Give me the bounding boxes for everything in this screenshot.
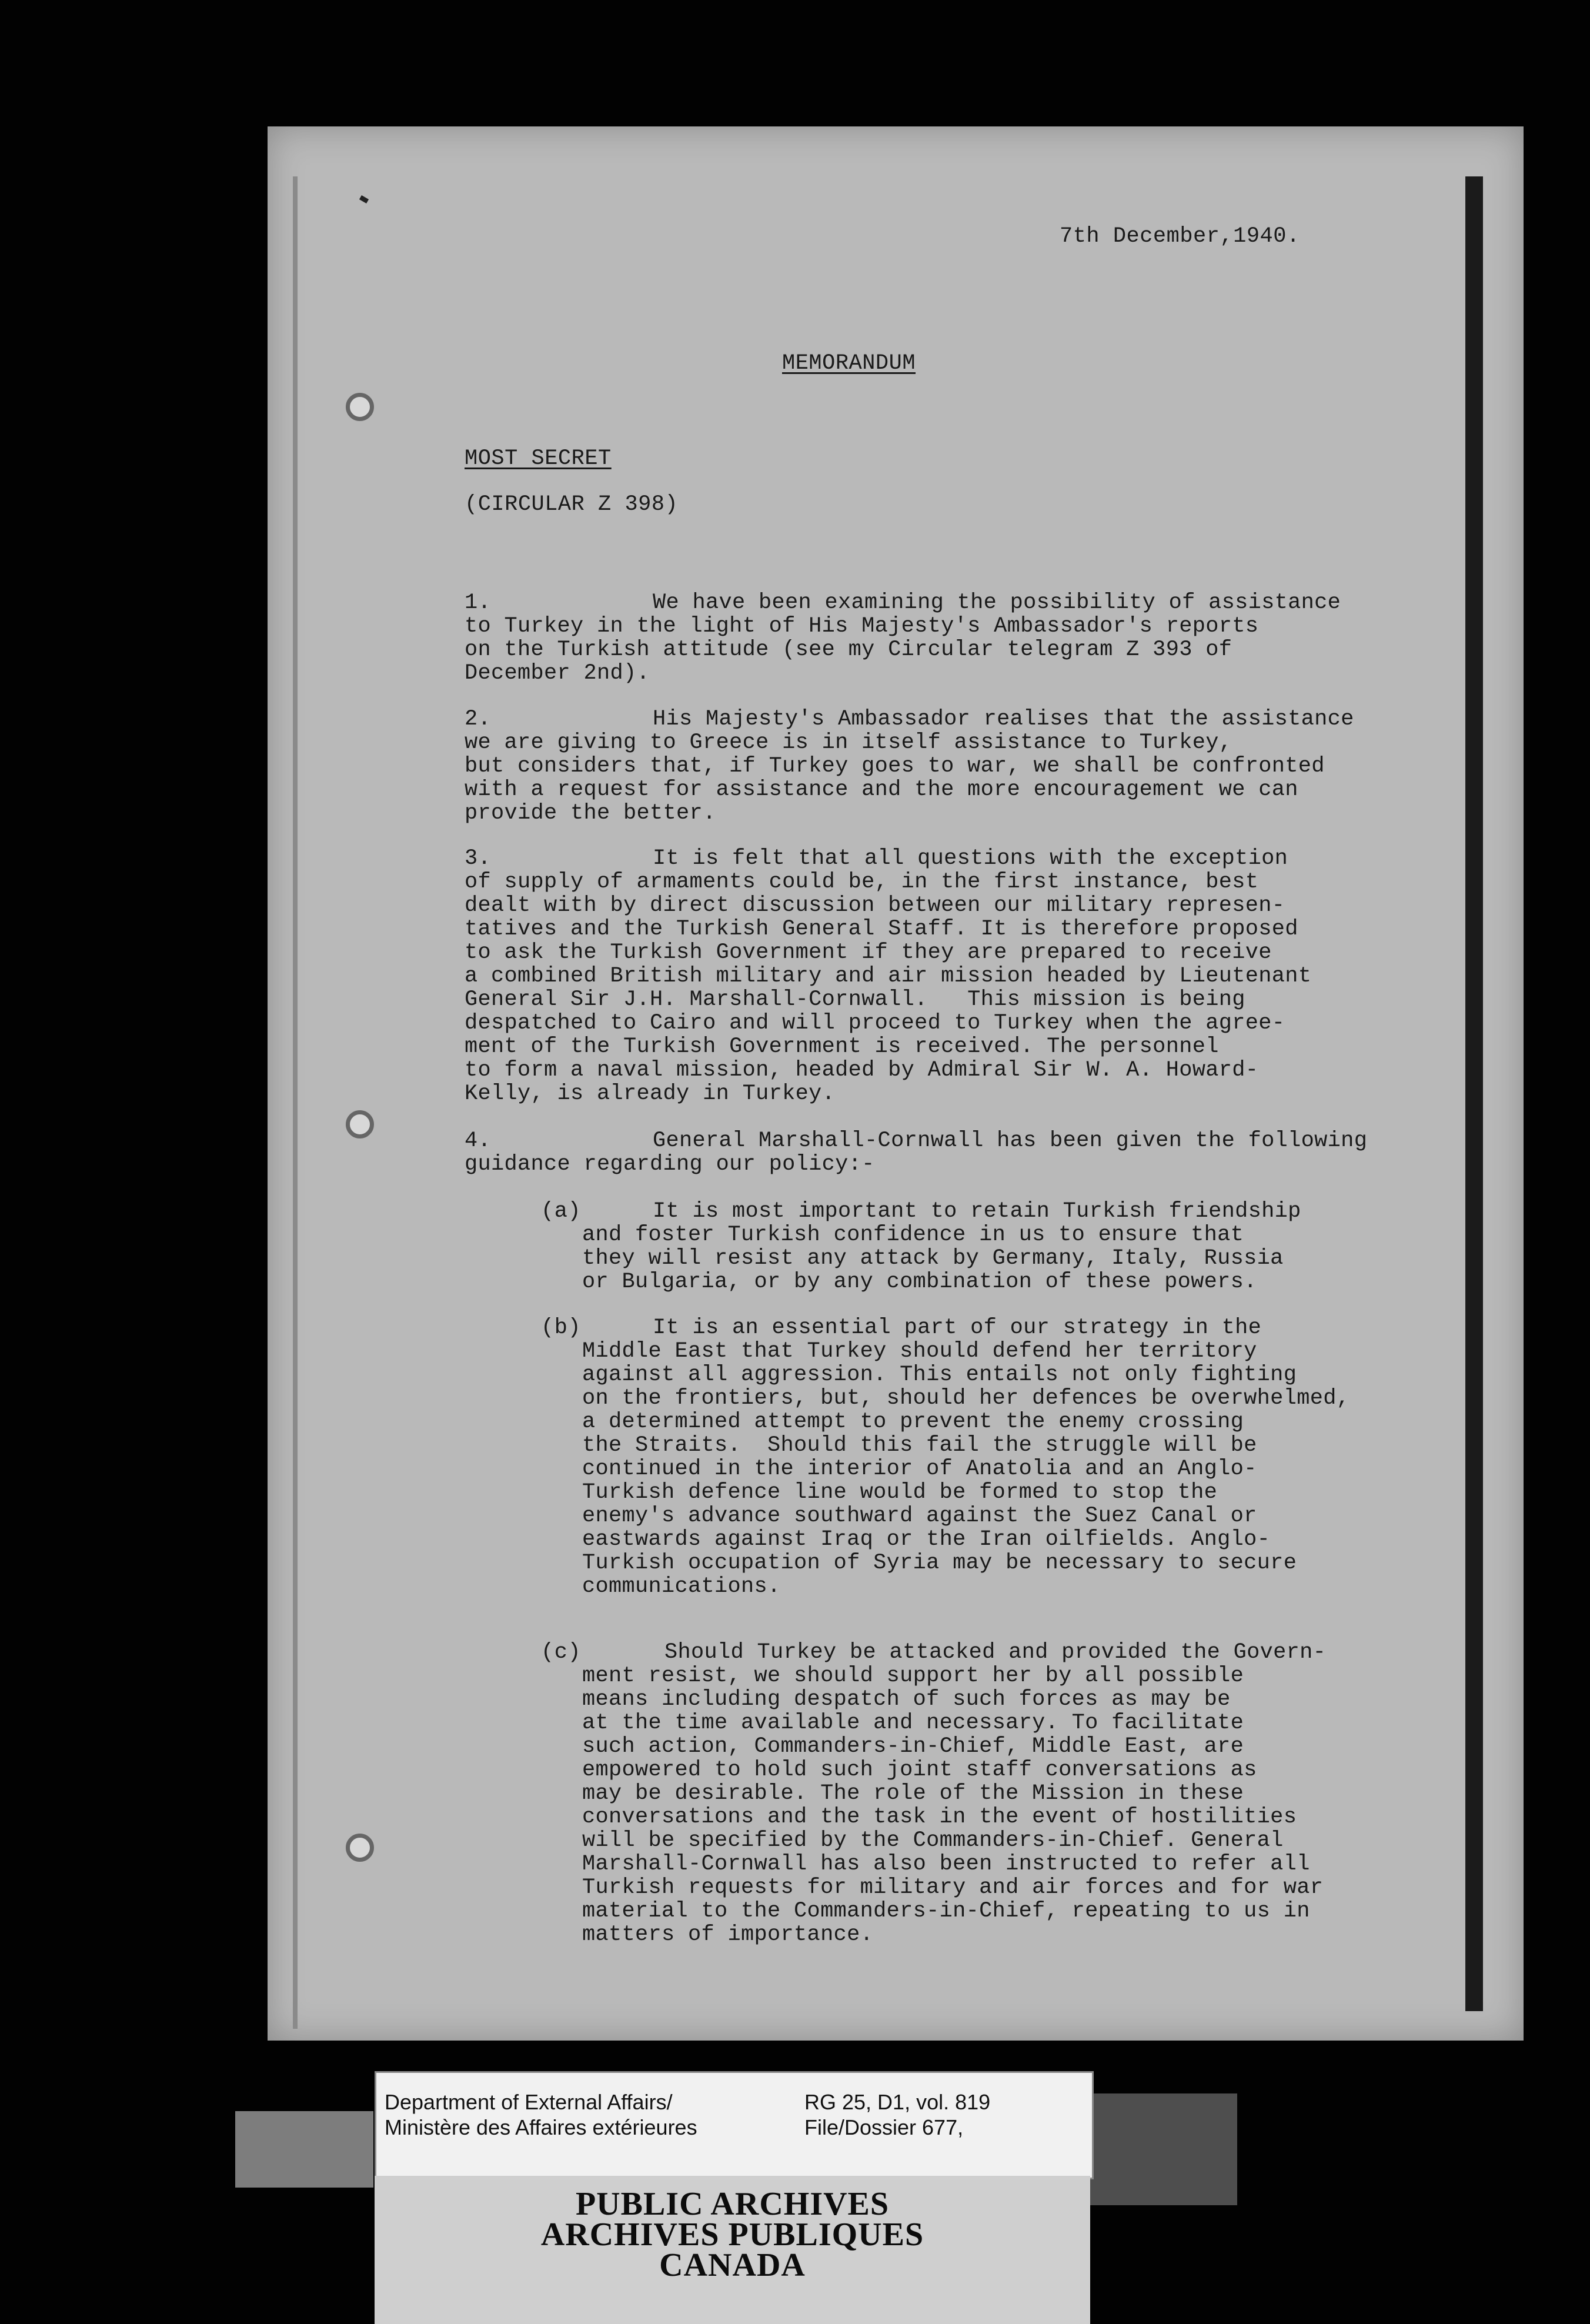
subparagraph-c — [582, 1641, 1326, 1946]
paragraph-line: of supply of armaments could be, in the first instance, best — [465, 870, 1259, 894]
subparagraph-b — [582, 1316, 1350, 1598]
paragraph-line — [465, 707, 1354, 731]
paragraph-3 — [465, 847, 1311, 1106]
subparagraph-line: enemy's advance southward against the Suez Canal or — [582, 1504, 1257, 1528]
punch-hole-bottom — [346, 1834, 374, 1862]
subparagraph-line: conversations and the task in the event of hostilities — [582, 1805, 1297, 1829]
subparagraph-line: such action, Commanders-in-Chief, Middle East, are — [582, 1734, 1244, 1759]
paragraph-line: ment of the Turkish Government is received. The personnel — [465, 1034, 1219, 1059]
subparagraph-line: empowered to hold such joint staff conversations as — [582, 1758, 1257, 1782]
subparagraph-line: Middle East that Turkey should defend her territory — [582, 1339, 1257, 1364]
paragraph-line — [465, 847, 1311, 870]
paragraph-line: provide the better. — [465, 801, 716, 826]
stamp-line-3: CANADA — [659, 2247, 806, 2283]
stamp-line-1: PUBLIC ARCHIVES — [575, 2186, 890, 2222]
punch-hole-top — [346, 393, 374, 421]
page-fold-left — [293, 176, 298, 2029]
subparagraph-line: matters of importance. — [582, 1922, 874, 1947]
paragraph-number: 2. — [465, 707, 492, 732]
memo-title: MEMORANDUM — [782, 351, 916, 376]
paragraph-line — [465, 591, 1341, 615]
subparagraph-line: a determined attempt to prevent the enemy crossing — [582, 1410, 1244, 1434]
paragraph-4 — [465, 1129, 1367, 1176]
subparagraph-line: Turkish defence line would be formed to stop the — [582, 1480, 1218, 1505]
paragraph-line: on the Turkish attitude (see my Circular telegram Z 393 of — [465, 637, 1232, 662]
paragraph-text: It is felt that all questions with the exception — [653, 846, 1288, 871]
subparagraph-line: may be desirable. The role of the Mission in these — [582, 1781, 1244, 1806]
paragraph-line: a combined British military and air mission headed by Lieutenant — [465, 964, 1312, 989]
paragraph-line: to ask the Turkish Government if they are prepared to receive — [465, 940, 1272, 965]
paragraph-line: December 2nd). — [465, 661, 650, 686]
subparagraph-line: Should Turkey be attacked and provided the Govern- — [664, 1640, 1327, 1665]
paragraph-2 — [465, 707, 1354, 825]
paragraph-line: tatives and the Turkish General Staff. It is therefore proposed — [465, 917, 1298, 941]
subparagraph-line: ment resist, we should support her by all possible — [582, 1664, 1244, 1688]
subparagraph-line: or Bulgaria, or by any combination of these powers. — [582, 1270, 1257, 1294]
archive-label — [375, 2071, 1094, 2179]
subparagraph-line: Turkish requests for military and air forces and for war — [582, 1875, 1324, 1900]
subparagraph-line: and foster Turkish confidence in us to ensure that — [582, 1223, 1244, 1247]
paragraph-text: His Majesty's Ambassador realises that the assistance — [653, 707, 1354, 732]
record-group: RG 25, D1, vol. 819 — [804, 2090, 991, 2114]
subparagraph-line: Turkish occupation of Syria may be necessary to secure — [582, 1551, 1297, 1575]
paragraph-line: Kelly, is already in Turkey. — [465, 1081, 836, 1106]
paragraph-1 — [465, 591, 1341, 685]
archives-stamp — [375, 2176, 1090, 2324]
paragraph-line: General Sir J.H. Marshall-Cornwall. This mission is being — [465, 987, 1245, 1012]
subparagraph-line: Marshall-Cornwall has also been instructed to refer all — [582, 1852, 1310, 1876]
subparagraph-line: will be specified by the Commanders-in-Chief. General — [582, 1828, 1284, 1853]
stamp-line-2: ARCHIVES PUBLIQUES — [540, 2216, 924, 2253]
subparagraph-line: eastwards against Iraq or the Iran oilfields. Anglo- — [582, 1527, 1271, 1552]
subparagraph-line: communications. — [582, 1574, 781, 1599]
paragraph-line: with a request for assistance and the more encouragement we can — [465, 777, 1298, 802]
subparagraph-line: It is most important to retain Turkish friendship — [653, 1199, 1301, 1224]
label-edge-left — [235, 2111, 373, 2188]
paragraph-line: dealt with by direct discussion between our military represen- — [465, 893, 1285, 918]
subparagraph-line: It is an essential part of our strategy in the — [653, 1315, 1262, 1340]
subparagraph-line: material to the Commanders-in-Chief, repeating to us in — [582, 1899, 1310, 1924]
paragraph-number: 3. — [465, 846, 492, 871]
subparagraph-line: at the time available and necessary. To facilitate — [582, 1711, 1244, 1735]
subparagraph-label: (a) — [541, 1199, 582, 1224]
paragraph-text: General Marshall-Cornwall has been given the following — [653, 1128, 1368, 1153]
subparagraph-line: they will resist any attack by Germany, Italy, Russia — [582, 1246, 1284, 1271]
memo-date: 7th December,1940. — [1060, 224, 1300, 249]
subparagraph-line: means including despatch of such forces as may be — [582, 1687, 1231, 1712]
paragraph-line: guidance regarding our policy:- — [465, 1152, 875, 1177]
paragraph-line: to form a naval mission, headed by Admiral Sir W. A. Howard- — [465, 1058, 1259, 1083]
subparagraph-line: on the frontiers, but, should her defences be overwhelmed, — [582, 1386, 1350, 1411]
department-name-en: Department of External Affairs/ — [385, 2090, 673, 2114]
paragraph-line — [465, 1129, 1367, 1153]
department-name — [385, 2089, 697, 2140]
page-shadow-right — [1465, 176, 1483, 2011]
file-dossier: File/Dossier 677, — [804, 2115, 964, 2139]
label-edge-right — [1090, 2093, 1237, 2205]
subparagraph-label: (b) — [541, 1315, 582, 1340]
paragraph-line: despatched to Cairo and will proceed to Turkey when the agree- — [465, 1011, 1285, 1036]
subparagraph-line: the Straits. Should this fail the struggle will be — [582, 1433, 1257, 1458]
punch-hole-middle — [346, 1110, 374, 1138]
circular-reference: (CIRCULAR Z 398) — [465, 492, 679, 517]
paragraph-line: we are giving to Greece is in itself assistance to Turkey, — [465, 730, 1232, 755]
subparagraph-line: continued in the interior of Anatolia and an Anglo- — [582, 1457, 1257, 1481]
department-name-fr: Ministère des Affaires extérieures — [385, 2115, 697, 2139]
paragraph-number: 1. — [465, 590, 492, 615]
subparagraph-line: against all aggression. This entails not only fighting — [582, 1363, 1297, 1387]
file-reference — [804, 2089, 990, 2140]
paragraph-number: 4. — [465, 1128, 492, 1153]
subparagraph-label: (c) — [541, 1640, 582, 1665]
classification-heading: MOST SECRET — [465, 446, 612, 471]
paragraph-line: to Turkey in the light of His Majesty's Ambassador's reports — [465, 614, 1259, 639]
paragraph-text: We have been examining the possibility of assistance — [653, 590, 1341, 615]
subparagraph-a — [582, 1200, 1301, 1294]
paragraph-line: but considers that, if Turkey goes to war, we shall be confronted — [465, 754, 1325, 779]
